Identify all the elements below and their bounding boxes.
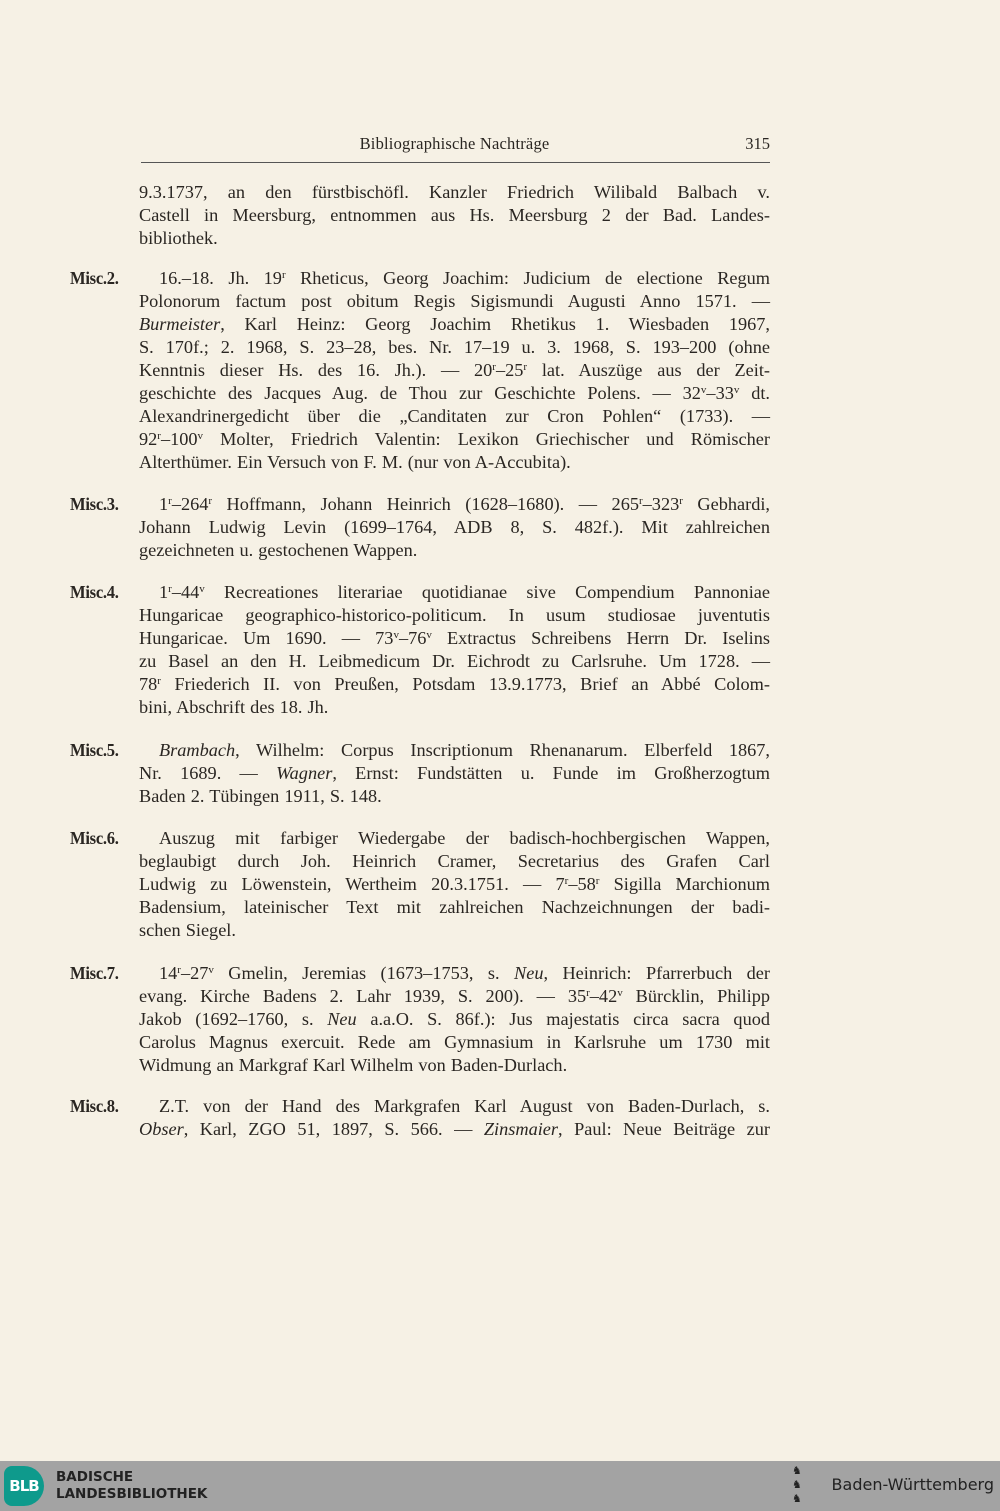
entry-text [139,739,770,808]
folio-side-superscript: v [700,384,707,396]
text-run: Alexandrinergedicht über die „Canditaten zur Cron Pohlen“ (1733). — [139,406,770,426]
text-run: 16.–18. Jh. 19 [159,268,282,288]
text-run: a.a.O. S. 86f.): Jus majestatis circa sacra quod [356,1009,770,1029]
text-run: lat. Auszüge aus der Zeit- [527,360,771,380]
text-line [139,739,770,762]
text-line [139,516,770,539]
italic-author-name: Neu [514,963,544,983]
entry-label: Misc.2. [70,268,119,288]
italic-author-name: Obser [139,1119,184,1139]
state-name[interactable]: Baden-Württemberg [831,1475,994,1494]
text-run: Baden 2. Tübingen 1911, S. 148. [139,786,382,806]
entry-label: Misc.8. [70,1096,119,1116]
text-run: , Heinrich: Pfarrerbuch der [543,963,770,983]
italic-author-name: Brambach [159,740,236,760]
text-run: geschichte des Jacques Aug. de Thou zur Geschichte Polens. — 32 [139,383,701,403]
text-run: Widmung an Markgraf Karl Wilhelm von Baden-Durlach. [139,1055,568,1075]
entry-label: Misc.6. [70,828,119,848]
folio-side-superscript: v [197,430,204,442]
entry-label: Misc.4. [70,582,119,602]
text-run: Friederich II. von Preußen, Potsdam 13.9.1773, Brief an Abbé Colom- [160,674,770,694]
text-line [139,1095,770,1118]
entry-label: Misc.5. [70,740,119,760]
text-line [139,604,770,627]
text-run: –27 [180,963,209,983]
text-run: Molter, Friedrich Valentin: Lexikon Griechischer und Römischer [203,429,770,449]
header-rule [141,162,770,163]
folio-side-superscript: r [168,495,172,507]
folio-side-superscript: v [199,583,205,595]
text-run: 92 [139,429,158,449]
entry-text [139,493,770,562]
text-run: Ludwig zu Löwenstein, Wertheim 20.3.1751. — 7 [139,874,565,894]
text-run: –58 [568,874,596,894]
text-run: Johann Ludwig Levin (1699–1764, ADB 8, S. 482f.). Mit zahlreichen [139,517,770,537]
text-line [139,827,770,850]
text-line [139,762,770,785]
running-header [139,134,770,156]
entry-text [139,181,770,250]
text-run: Auszug mit farbiger Wiedergabe der badisch-hochbergischen Wappen, [159,828,770,848]
text-run: bibliothek. [139,228,218,248]
italic-author-name: Wagner [276,763,333,783]
text-run: schen Siegel. [139,920,236,940]
text-run: Kenntnis dieser Hs. des 16. Jh.). — 20 [139,360,493,380]
text-run: , Ernst: Fundstätten u. Funde im Großherzogtum [332,763,770,783]
text-run: , Paul: Neue Beiträge zur [558,1119,770,1139]
text-line [139,428,770,451]
text-line [139,204,770,227]
text-run: zu Basel an den H. Leibmedicum Dr. Eichrodt zu Carlsruhe. Um 1728. — [139,651,770,671]
text-run: 78 [139,674,158,694]
folio-side-superscript: r [177,964,181,976]
text-run: Jakob (1692–1760, s. [139,1009,328,1029]
folio-side-superscript: r [208,495,213,507]
text-run: Z.T. von der Hand des Markgrafen Karl August von Baden-Durlach, s. [159,1096,770,1116]
text-line [139,896,770,919]
text-run: Hoffmann, Johann Heinrich (1628–1680). — 265 [212,494,639,514]
text-line [139,359,770,382]
text-line [139,850,770,873]
folio-side-superscript: r [638,495,643,507]
text-run: bini, Abschrift des 18. Jh. [139,697,329,717]
text-line [139,696,770,719]
text-line [139,919,770,942]
entry-text [139,1095,770,1141]
folio-side-superscript: r [157,430,161,442]
text-line [139,1054,770,1077]
text-line [139,1031,770,1054]
text-run: evang. Kirche Badens 2. Lahr 1939, S. 200). — 35 [139,986,587,1006]
entry-text [139,267,770,474]
text-run: gezeichneten u. gestochenen Wappen. [139,540,418,560]
text-run: –264 [171,494,209,514]
text-line [139,962,770,985]
library-name-line2: LANDESBIBLIOTHEK [56,1486,208,1502]
text-run: Carolus Magnus exercuit. Rede am Gymnasium in Karlsruhe um 1730 mit [139,1032,770,1052]
text-line [139,673,770,696]
folio-side-superscript: r [595,875,600,887]
text-run: Polonorum factum post obitum Regis Sigismundi Augusti Anno 1571. — [139,291,770,311]
text-run: Hungaricae geographico-historico-politicum. In usum studiosae juventutis [139,605,770,625]
text-run: Badensium, lateinischer Text mit zahlreichen Nachzeichnungen der badi- [139,897,770,917]
text-run: 14 [159,963,178,983]
text-run: 1 [159,582,169,602]
text-run: Bürcklin, Philipp [622,986,770,1006]
text-run: Gebhardi, [682,494,770,514]
text-line [139,290,770,313]
text-run: –42 [589,986,618,1006]
folio-side-superscript: v [208,964,214,976]
italic-author-name: Burmeister [139,314,221,334]
coat-of-arms-lions-icon: ♞ ♞ ♞ [792,1465,802,1505]
blb-logo[interactable]: BLB [4,1466,44,1506]
text-run: –323 [642,494,680,514]
text-run: Sigilla Marchionum [599,874,770,894]
folio-side-superscript: r [281,269,286,281]
text-line [139,1008,770,1031]
text-line [139,627,770,650]
folio-side-superscript: r [523,361,528,373]
folio-side-superscript: v [393,629,399,641]
text-line [139,539,770,562]
text-line [139,873,770,896]
text-run: –100 [160,429,198,449]
text-run: –25 [495,360,524,380]
folio-side-superscript: r [586,987,590,999]
text-run: S. 170f.; 2. 1968, S. 23–28, bes. Nr. 17–19 u. 3. 1968, S. 193–200 (ohne [139,337,770,357]
italic-author-name: Neu [327,1009,357,1029]
text-run: Alterthümer. Ein Versuch von F. M. (nur von A-Accubita). [139,452,571,472]
text-run: beglaubigt durch Joh. Heinrich Cramer, Secretarius des Grafen Carl [139,851,770,871]
text-line [139,785,770,808]
text-run: Nr. 1689. — [139,763,277,783]
text-line [139,267,770,290]
entry-label: Misc.7. [70,963,119,983]
text-run: Hungaricae. Um 1690. — 73 [139,628,394,648]
text-line [139,1118,770,1141]
entry-label: Misc.3. [70,494,119,514]
text-run: –76 [398,628,427,648]
text-line [139,493,770,516]
text-run: –33 [706,383,734,403]
library-name[interactable] [56,1469,207,1503]
text-run: Gmelin, Jeremias (1673–1753, s. [213,963,515,983]
running-title: Bibliographische Nachträge [359,134,550,153]
text-line [139,227,770,250]
text-run: dt. [739,383,770,403]
folio-side-superscript: r [564,875,569,887]
folio-side-superscript: r [679,495,683,507]
text-line [139,405,770,428]
text-run: 1 [159,494,169,514]
text-run: , Karl Heinz: Georg Joachim Rhetikus 1. Wiesbaden 1967, [220,314,770,334]
text-line [139,336,770,359]
text-run: , Wilhelm: Corpus Inscriptionum Rhenanarum. Elberfeld 1867, [235,740,770,760]
text-run: Extractus Schreibens Herrn Dr. Iselins [431,628,770,648]
folio-side-superscript: r [168,583,172,595]
text-run: Rheticus, Georg Joachim: Judicium de electione Regum [285,268,770,288]
text-line [139,382,770,405]
entry-text [139,581,770,719]
text-line [139,985,770,1008]
text-run: –44 [171,582,200,602]
text-line [139,451,770,474]
text-run: , Karl, ZGO 51, 1897, S. 566. — [183,1119,484,1139]
folio-side-superscript: r [157,675,161,687]
footer-bar [0,1461,1000,1511]
library-name-line1: BADISCHE [56,1469,134,1485]
folio-side-superscript: v [617,987,623,999]
italic-author-name: Zinsmaier [483,1119,559,1139]
entry-text [139,962,770,1077]
folio-side-superscript: v [426,629,432,641]
text-line [139,181,770,204]
text-run: 9.3.1737, an den fürstbischöfl. Kanzler Friedrich Wilibald Balbach v. [139,182,770,202]
text-run: Castell in Meersburg, entnommen aus Hs. Meersburg 2 der Bad. Landes- [139,205,770,225]
entry-text [139,827,770,942]
page-number: 315 [745,134,770,153]
text-line [139,581,770,604]
folio-side-superscript: v [733,384,740,396]
folio-side-superscript: r [492,361,496,373]
text-line [139,313,770,336]
text-run: Recreationes literariae quotidianae sive Compendium Pannoniae [204,582,770,602]
text-line [139,650,770,673]
